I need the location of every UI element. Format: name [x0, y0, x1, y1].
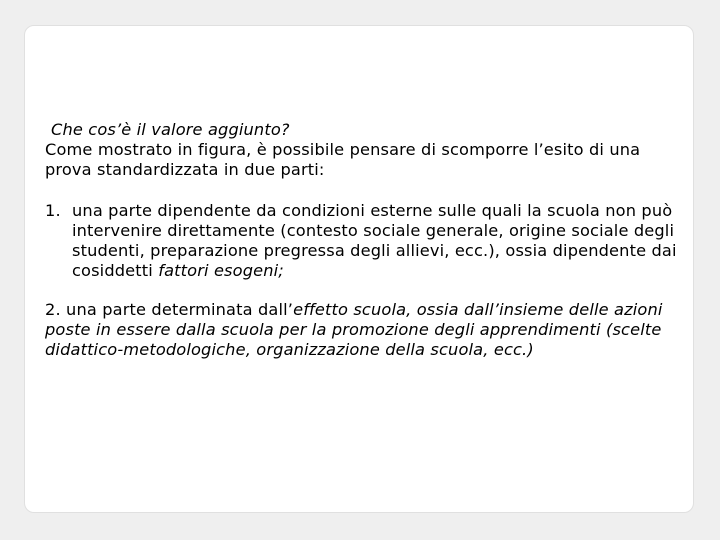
- paragraph-2: [45, 300, 685, 360]
- list-item-emphasis: fattori esogeni;: [158, 261, 284, 280]
- list-item-1: [45, 201, 685, 281]
- slide-question: Che cos’è il valore aggiunto?: [51, 120, 290, 139]
- slide-panel: [24, 25, 694, 513]
- slide-content: [45, 120, 685, 360]
- paragraph-2-emphasis: effetto scuola, ossia dall’insieme delle azioni poste in essere dalla scuola per la promozione degli apprendimenti (scelte didattico-metodologiche, organizzazione della scuola, ecc.): [45, 300, 663, 359]
- list-item-body: una parte dipendente da condizioni esterne sulle quali la scuola non può intervenire direttamente (contesto sociale generale, origine sociale degli studenti, preparazione pregressa degli allievi, ecc.), ossia dipendente dai cosiddetti: [72, 201, 677, 280]
- list-item-text: [72, 201, 685, 281]
- slide-intro: Come mostrato in figura, è possibile pensare di scomporre l’esito di una prova standardizzata in due parti:: [45, 140, 641, 179]
- paragraph-2-lead: 2. una parte determinata dall’: [45, 300, 294, 319]
- list-item-number: 1.: [45, 201, 61, 220]
